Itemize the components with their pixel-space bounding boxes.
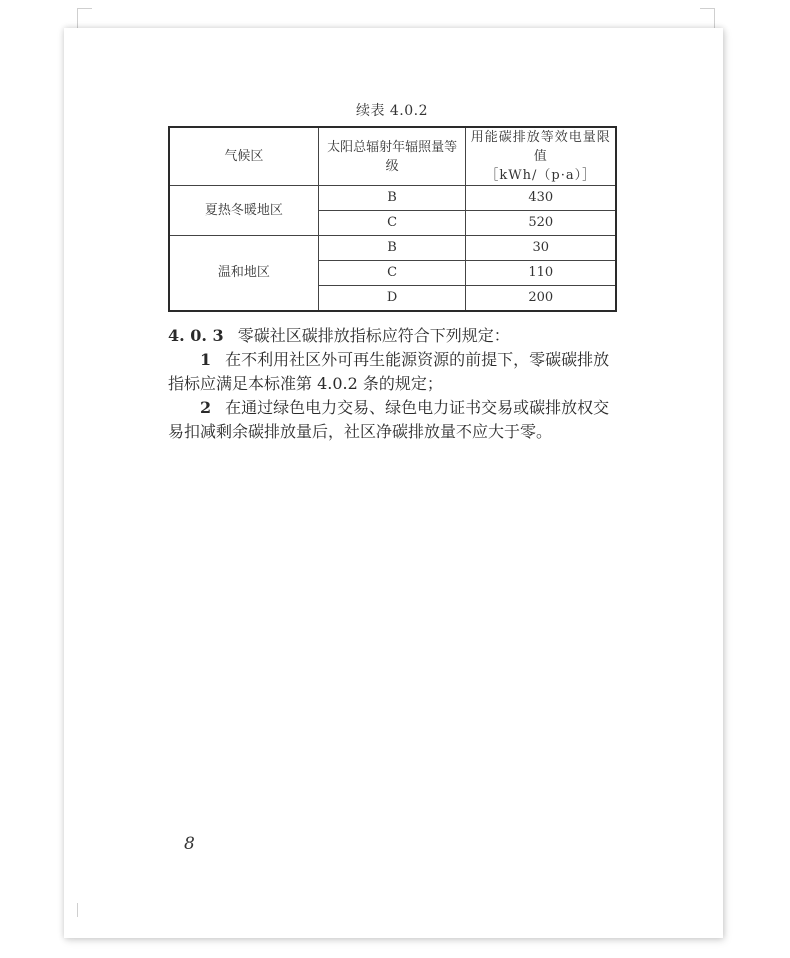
value-cell: 520	[466, 211, 616, 236]
item-number: 2	[200, 398, 212, 417]
crop-mark-bottom-left	[77, 903, 78, 917]
level-cell: D	[318, 286, 466, 312]
header-value-unit: ［kWh/（p·a）］	[485, 168, 597, 183]
header-value-title: 用能碳排放等效电量限值	[470, 130, 611, 164]
crop-mark-top-right	[700, 8, 714, 9]
clause-item	[168, 348, 618, 396]
climate-zone-cell: 夏热冬暖地区	[169, 186, 318, 236]
item-number: 1	[200, 350, 212, 369]
climate-zone-cell: 温和地区	[169, 236, 318, 312]
table-header-row	[169, 127, 616, 186]
crop-mark-top-left	[77, 8, 78, 28]
level-cell: C	[318, 261, 466, 286]
table-row	[169, 236, 616, 261]
value-cell: 200	[466, 286, 616, 312]
header-emission-value	[466, 127, 616, 186]
emission-limit-table	[168, 126, 617, 312]
value-cell: 30	[466, 236, 616, 261]
item-text: 在不利用社区外可再生能源资源的前提下，零碳碳排放指标应满足本标准第 4.0.2 条的规定；	[168, 350, 610, 393]
table-row	[169, 186, 616, 211]
header-climate-zone: 气候区	[169, 127, 318, 186]
value-cell: 110	[466, 261, 616, 286]
clause-number: 4. 0. 3	[168, 326, 224, 345]
level-cell: B	[318, 186, 466, 211]
level-cell: B	[318, 236, 466, 261]
page-number: 8	[184, 834, 195, 854]
header-radiation-level: 太阳总辐射年辐照量等级	[318, 127, 466, 186]
crop-mark-top-right	[714, 8, 715, 28]
clause-section	[168, 324, 618, 444]
clause-heading	[168, 324, 618, 348]
crop-mark-top-left	[78, 8, 92, 9]
level-cell: C	[318, 211, 466, 236]
value-cell: 430	[466, 186, 616, 211]
table-caption: 续表 4.0.2	[355, 103, 429, 119]
clause-title: 零碳社区碳排放指标应符合下列规定：	[237, 326, 510, 345]
clause-item	[168, 396, 618, 444]
item-text: 在通过绿色电力交易、绿色电力证书交易或碳排放权交易扣减剩余碳排放量后，社区净碳排放量不应大于零。	[168, 398, 610, 441]
